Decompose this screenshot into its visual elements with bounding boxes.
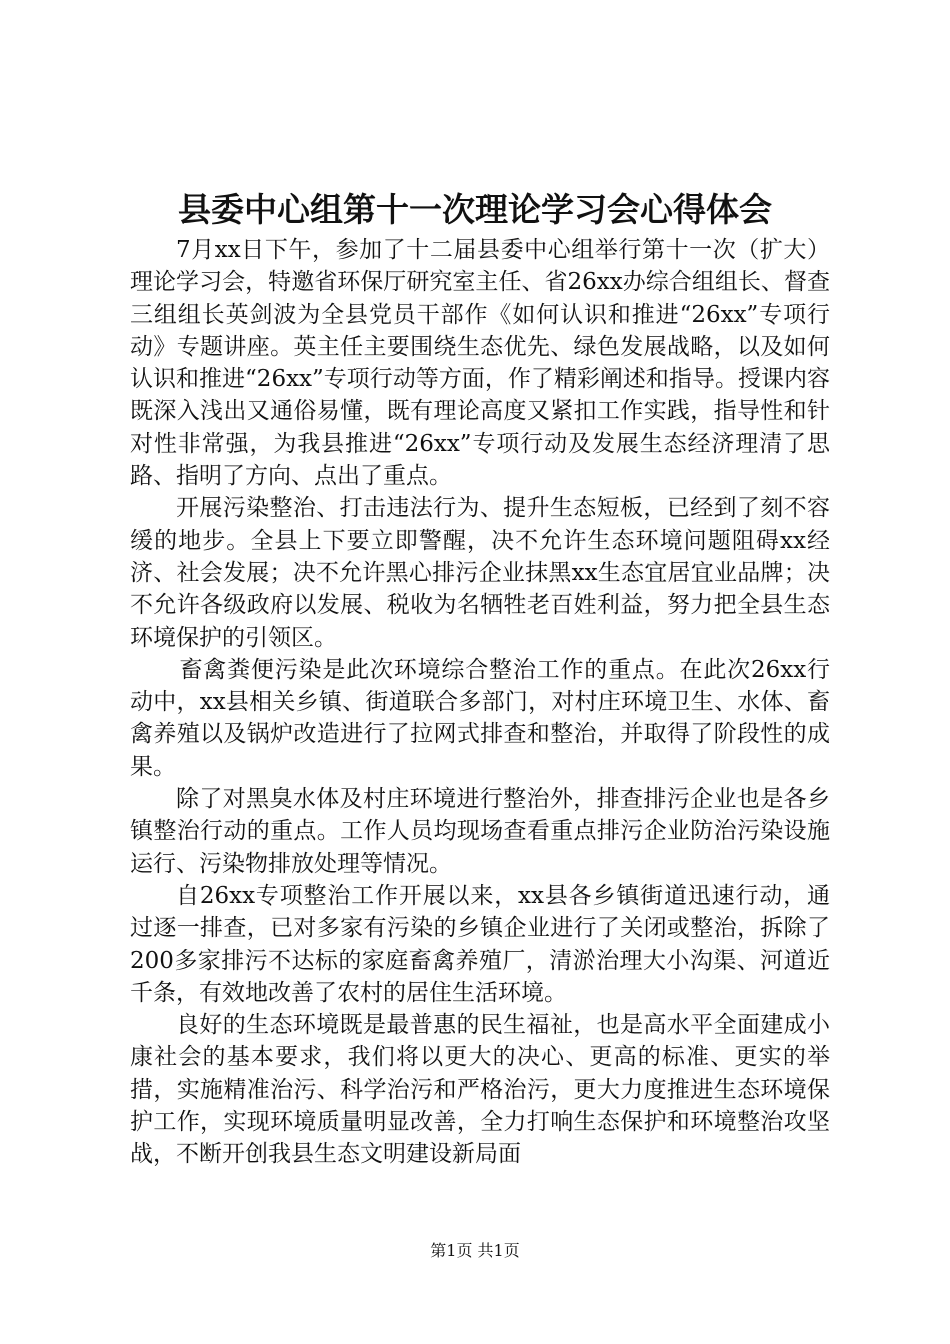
paragraph-1: 7月xx日下午，参加了十二届县委中心组举行第十一次（扩大）理论学习会，特邀省环保厅研究室主任、省26xx办综合组组长、督查三组组长英剑波为全县党员干部作《如何认识和推进“26xx”专项行动》专题讲座。英主任主要围绕生态优先、绿色发展战略，以及如何认识和推进“26xx”专项行动等方面，作了精彩阐述和指导。授课内容既深入浅出又通俗易懂，既有理论高度又紧扣工作实践，指导性和针对性非常强，为我县推进“26xx”专项行动及发展生态经济理清了思路、指明了方向、点出了重点。 bbox=[130, 237, 830, 490]
document-title: 县委中心组第十一次理论学习会心得体会 bbox=[178, 190, 772, 229]
paragraph-3: 畜禽粪便污染是此次环境综合整治工作的重点。在此次26xx行动中，xx县相关乡镇、街道联合多部门，对村庄环境卫生、水体、畜禽养殖以及锅炉改造进行了拉网式排查和整治，并取得了阶段性的成果。 bbox=[130, 656, 830, 780]
paragraph-5: 自26xx专项整治工作开展以来，xx县各乡镇街道迅速行动，通过逐一排查，已对多家有污染的乡镇企业进行了关闭或整治，拆除了200多家排污不达标的家庭畜禽养殖厂，清淤治理大小沟渠、河道近千条，有效地改善了农村的居住生活环境。 bbox=[130, 882, 830, 1006]
page-footer: 第1页 共1页 bbox=[430, 1241, 520, 1260]
paragraph-4: 除了对黑臭水体及村庄环境进行整治外，排查排污企业也是各乡镇整治行动的重点。工作人员均现场查看重点排污企业防治污染设施运行、污染物排放处理等情况。 bbox=[130, 786, 830, 877]
paragraph-6: 良好的生态环境既是最普惠的民生福祉，也是高水平全面建成小康社会的基本要求，我们将以更大的决心、更高的标准、更实的举措，实施精准治污、科学治污和严格治污，更大力度推进生态环境保护工作，实现环境质量明显改善，全力打响生态保护和环境整治攻坚战，不断开创我县生态文明建设新局面 bbox=[130, 1012, 830, 1168]
document-body bbox=[130, 234, 830, 1171]
paragraph-2: 开展污染整治、打击违法行为、提升生态短板，已经到了刻不容缓的地步。全县上下要立即警醒，决不允许生态环境问题阻碍xx经济、社会发展；决不允许黑心排污企业抹黑xx生态宜居宜业品牌；决不允许各级政府以发展、税收为名牺牲老百姓利益，努力把全县生态环境保护的引领区。 bbox=[130, 495, 830, 651]
